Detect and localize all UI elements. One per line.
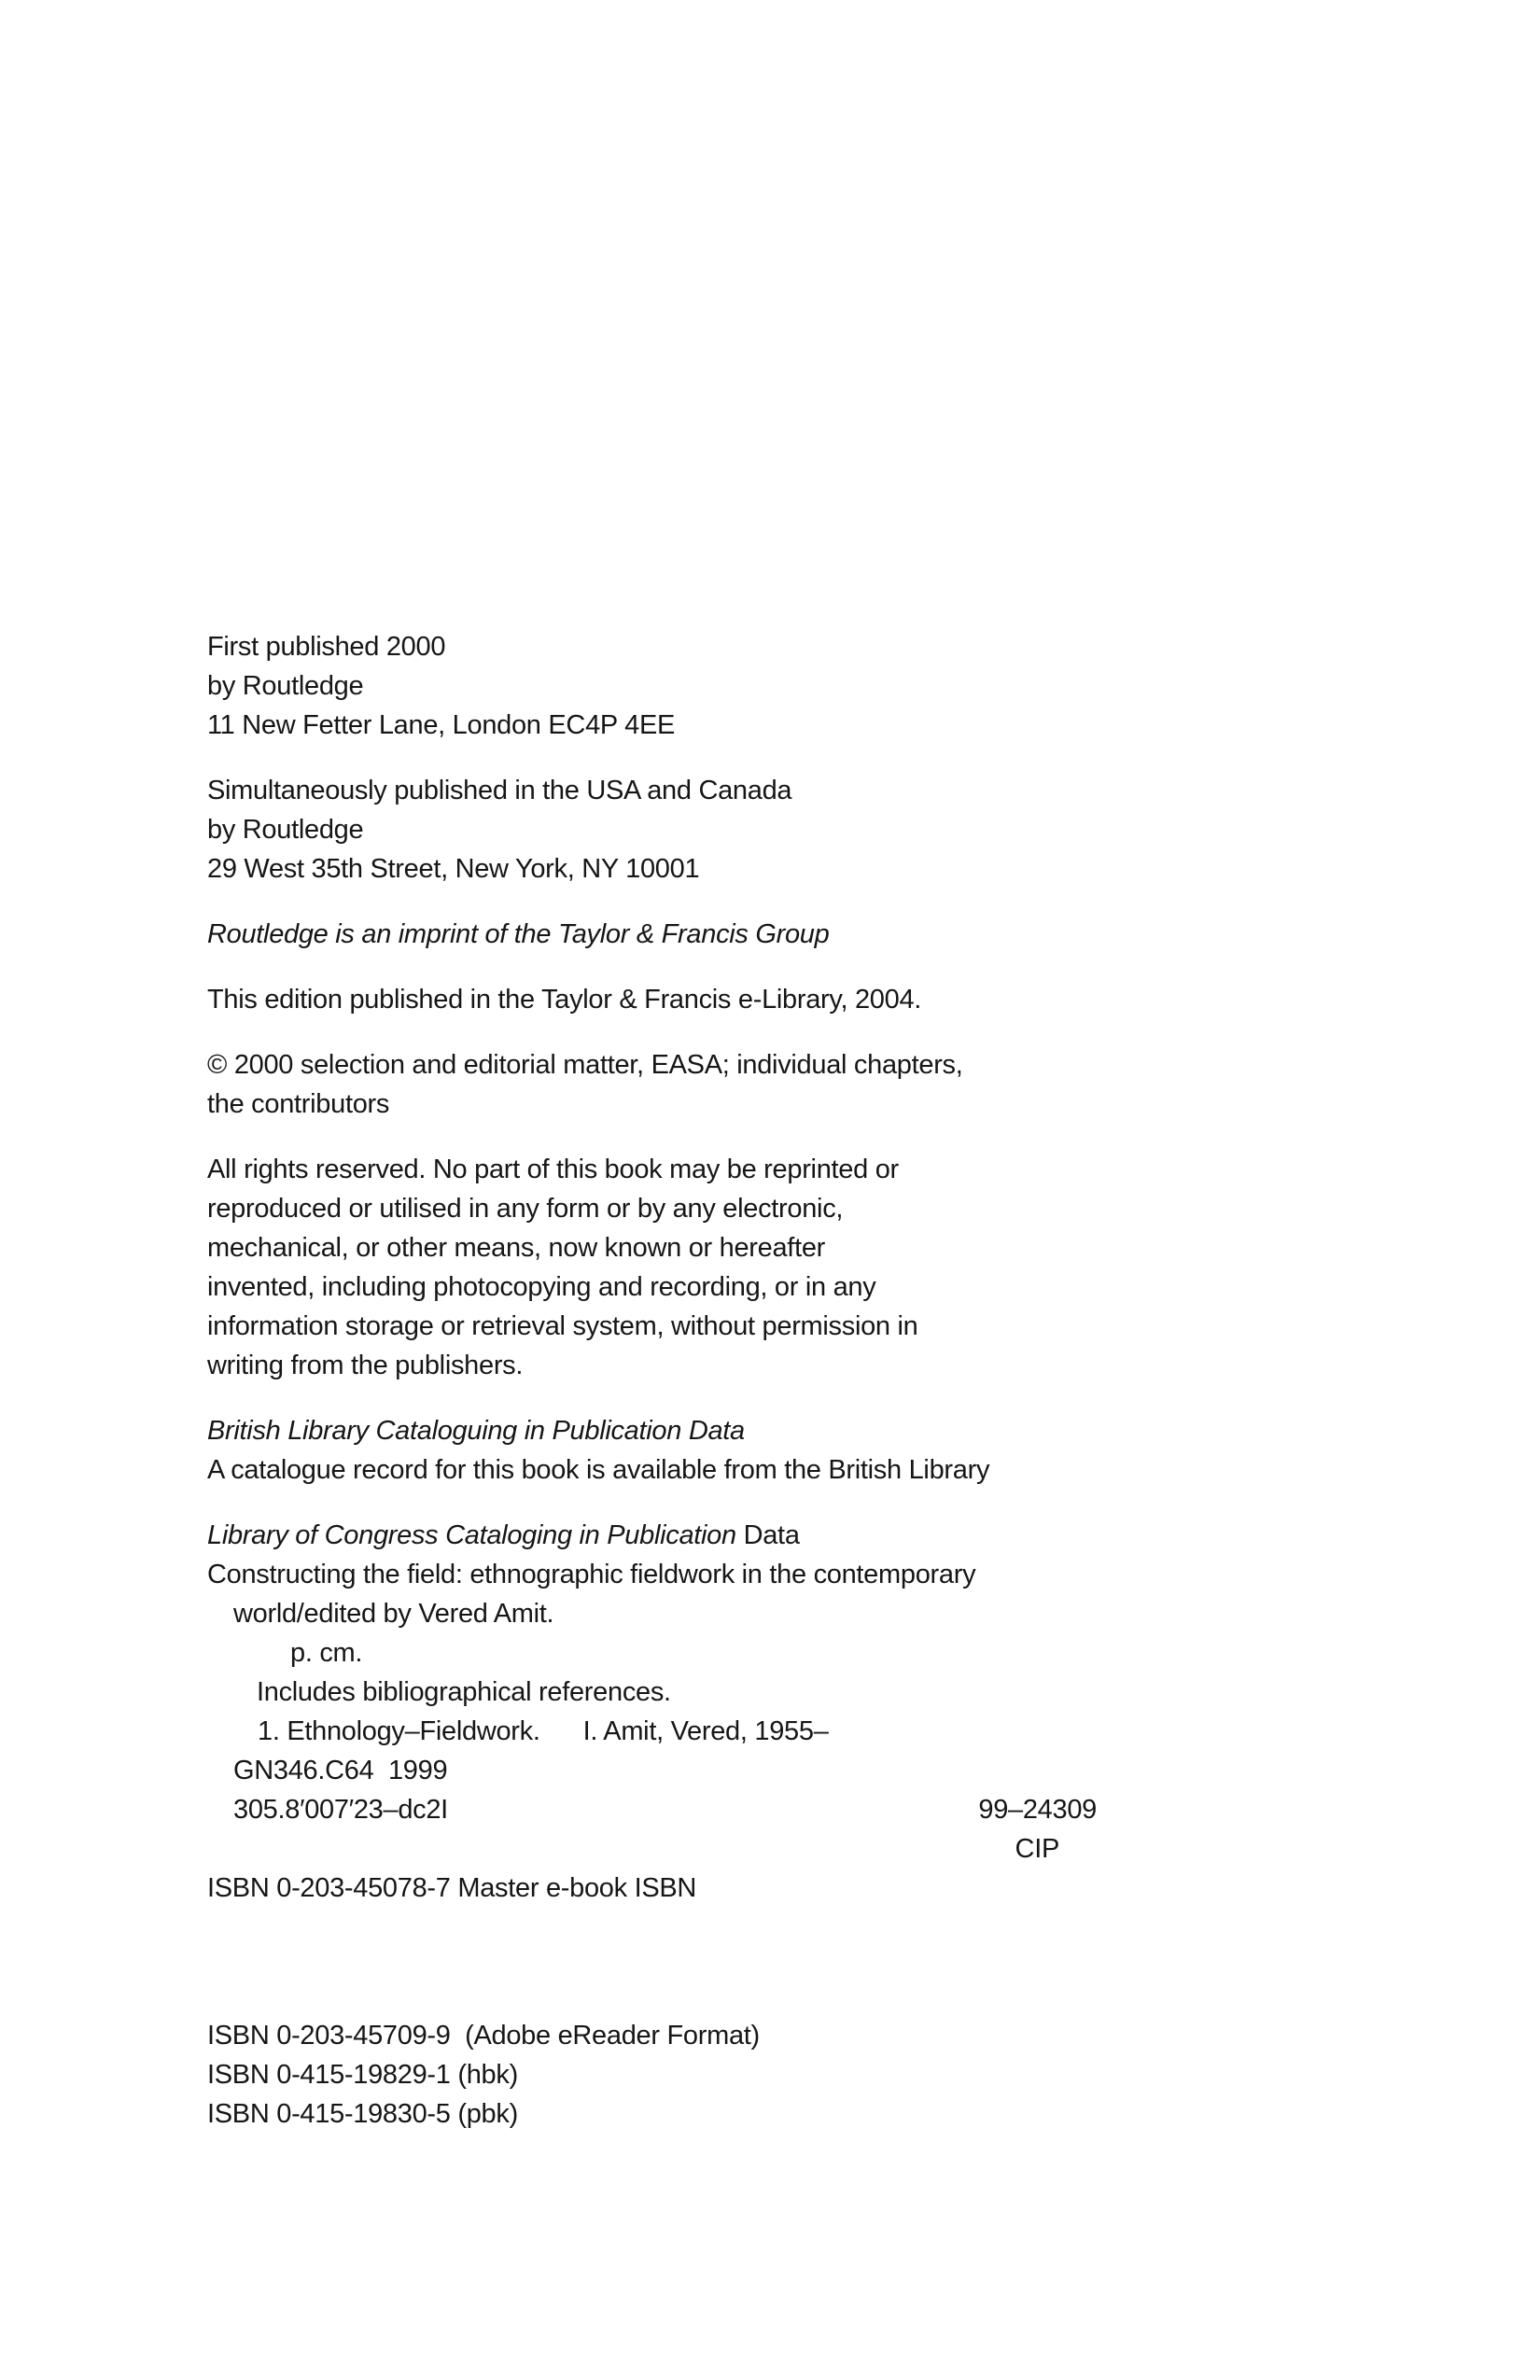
isbn-block	[207, 2016, 1105, 2134]
us-publisher-address-line: 29 West 35th Street, New York, NY 10001	[207, 854, 700, 884]
rights-line-6: writing from the publishers.	[207, 1351, 524, 1380]
publisher-address-line: 11 New Fetter Lane, London EC4P 4EE	[207, 710, 676, 740]
elibrary-note-block	[207, 980, 1105, 1019]
rights-line-2: reproduced or utilised in any form or by any electronic,	[207, 1194, 844, 1224]
loc-entries	[207, 1712, 1105, 1751]
copyright-line-1: © 2000 selection and editorial matter, EASA; individual chapters,	[207, 1050, 963, 1080]
loc-title-line-2: world/edited by Vered Amit.	[233, 1599, 554, 1629]
loc-dewey: 305.8′007′23–dc2I	[233, 1795, 448, 1825]
loc-heading-roman: Data	[735, 1520, 800, 1550]
loc-references: Includes bibliographical references.	[257, 1677, 671, 1707]
master-ebook-isbn: ISBN 0-203-45078-7 Master e-book ISBN	[207, 1873, 697, 1903]
us-publication-block	[207, 771, 1105, 889]
loc-cip: CIP	[1015, 1834, 1059, 1864]
first-published-line: First published 2000	[207, 632, 446, 662]
copyright-block	[207, 1045, 1105, 1124]
loc-title-line-1: Constructing the field: ethnographic fieldwork in the contemporary	[207, 1560, 976, 1589]
us-published-line: Simultaneously published in the USA and Canada	[207, 776, 792, 805]
loc-lccn: 99–24309	[978, 1795, 1097, 1825]
imprint-note: Routledge is an imprint of the Taylor & Francis Group	[207, 919, 830, 949]
isbn-pbk: ISBN 0-415-19830-5 (pbk)	[207, 2099, 518, 2129]
rights-line-5: information storage or retrieval system, without permission in	[207, 1311, 918, 1341]
loc-author-entry: I. Amit, Vered, 1955–	[582, 1716, 829, 1746]
rights-line-4: invented, including photocopying and recording, or in any	[207, 1272, 876, 1302]
publication-block	[207, 627, 1105, 745]
rights-line-1: All rights reserved. No part of this book may be reprinted or	[207, 1155, 899, 1184]
isbn-adobe: ISBN 0-203-45709-9 (Adobe eReader Format)	[207, 2021, 760, 2051]
copyright-line-2: the contributors	[207, 1089, 390, 1119]
rights-block	[207, 1150, 1105, 1385]
loc-heading-italic: Library of Congress Cataloging in Publication	[207, 1520, 736, 1550]
british-library-heading: British Library Cataloguing in Publication Data	[207, 1416, 745, 1446]
loc-call-number: GN346.C64 1999	[233, 1756, 448, 1785]
loc-subject-entry: 1. Ethnology–Fieldwork.	[258, 1716, 540, 1746]
loc-heading	[207, 1516, 1105, 1555]
loc-pcm: p. cm.	[290, 1638, 363, 1668]
isbn-hbk: ISBN 0-415-19829-1 (hbk)	[207, 2060, 518, 2090]
loc-dewey-row	[207, 1790, 1105, 1829]
library-of-congress-block	[207, 1516, 1105, 1908]
us-publisher-line: by Routledge	[207, 815, 364, 845]
rights-line-3: mechanical, or other means, now known or hereafter	[207, 1233, 826, 1263]
copyright-page	[207, 627, 1105, 2134]
elibrary-note: This edition published in the Taylor & Francis e-Library, 2004.	[207, 985, 922, 1015]
imprint-note-block	[207, 915, 1105, 954]
british-library-body: A catalogue record for this book is available from the British Library	[207, 1455, 990, 1485]
british-library-block	[207, 1411, 1105, 1490]
publisher-line: by Routledge	[207, 671, 364, 701]
